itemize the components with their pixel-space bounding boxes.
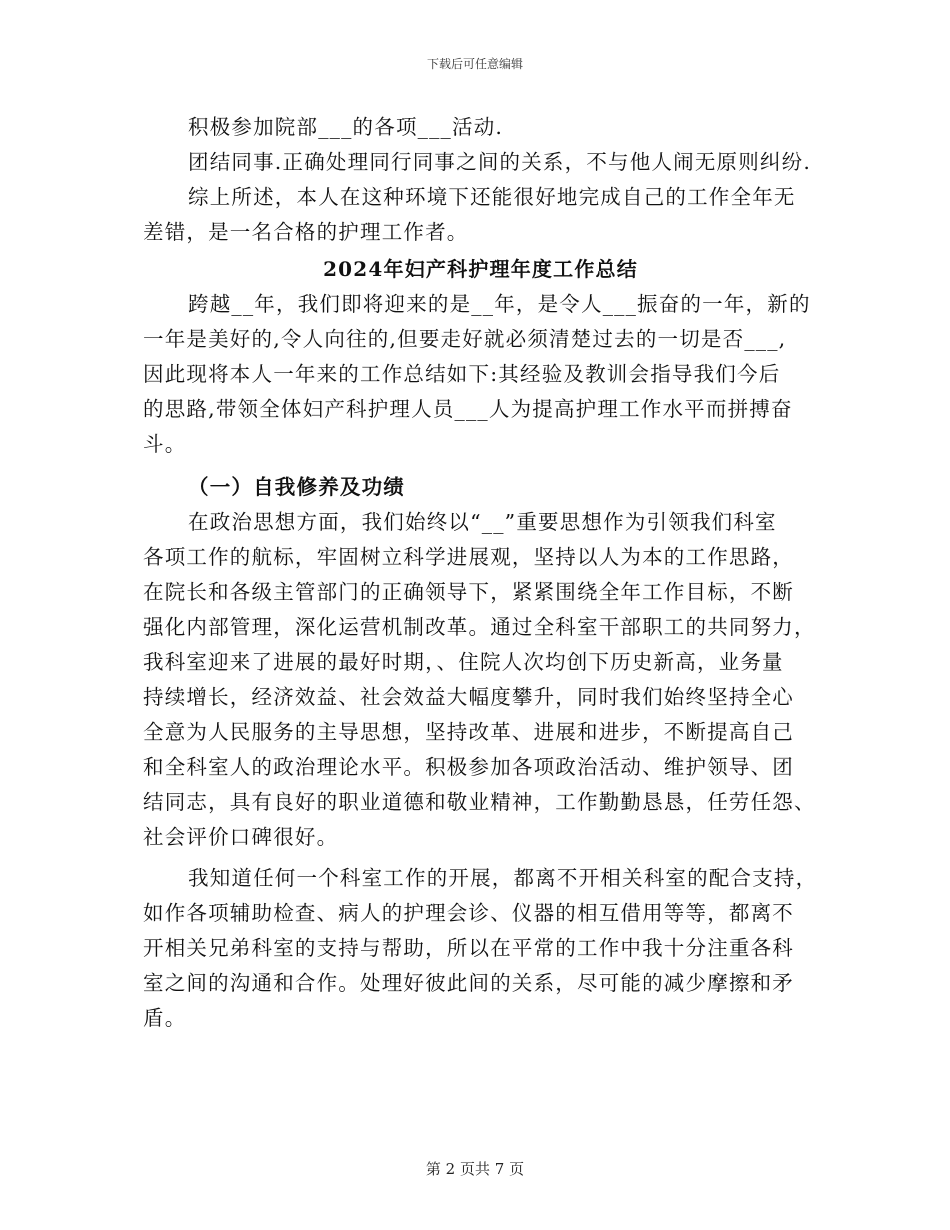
paragraph-line: 各项工作的航标，牢固树立科学进展观，坚持以人为本的工作思路， <box>143 545 794 569</box>
paragraph-line: 和全科室人的政治理论水平。积极参加各项政治活动、维护领导、团 <box>143 755 794 779</box>
paragraph-line: 综上所述，本人在这种环境下还能很好地完成自己的工作全年无 <box>188 185 796 209</box>
paragraph-line: 社会评价口碑很好。 <box>143 825 339 849</box>
paragraph-line: 我科室迎来了进展的最好时期，、住院人次均创下历史新高，业务量 <box>143 650 784 674</box>
paragraph-line: 全意为人民服务的主导思想，坚持改革、进展和进步，不断提高自己 <box>143 720 794 744</box>
section-title: 2024年妇产科护理年度工作总结 <box>323 257 638 281</box>
paragraph-line: 开相关兄弟科室的支持与帮助，所以在平常的工作中我十分注重各科 <box>143 936 794 960</box>
page-footer: 第 2 页共 7 页 <box>425 1160 525 1178</box>
paragraph-line: 团结同事.正确处理同行同事之间的关系，不与他人闹无原则纠纷. <box>188 150 812 174</box>
paragraph-line: 的思路,带领全体妇产科护理人员___人为提高护理工作水平而拼搏奋 <box>143 397 793 421</box>
paragraph-line: 结同志，具有良好的职业道德和敬业精神，工作勤勤恳恳，任劳任怨、 <box>143 790 816 814</box>
paragraph-line: 差错，是一名合格的护理工作者。 <box>143 220 469 244</box>
paragraph-line: 因此现将本人一年来的工作总结如下:其经验及教训会指导我们今后 <box>143 362 781 386</box>
paragraph-line: 一年是美好的,令人向往的,但要走好就必须清楚过去的一切是否___, <box>143 327 787 351</box>
paragraph-line: 积极参加院部___的各项___活动. <box>188 115 504 139</box>
page-header: 下载后可任意编辑 <box>426 57 523 71</box>
paragraph-line: 在院长和各级主管部门的正确领导下，紧紧围绕全年工作目标，不断 <box>143 580 794 604</box>
paragraph-line: 在政治思想方面，我们始终以“__”重要思想作为引领我们科室 <box>188 510 777 534</box>
paragraph-line: 如作各项辅助检查、病人的护理会诊、仪器的相互借用等等，都离不 <box>143 901 794 925</box>
paragraph-line: 盾。 <box>143 1006 187 1030</box>
paragraph-line: 持续增长，经济效益、社会效益大幅度攀升，同时我们始终坚持全心 <box>143 685 794 709</box>
paragraph-line: 跨越__年，我们即将迎来的是__年，是令人___振奋的一年，新的 <box>188 292 811 316</box>
subsection-heading: （一）自我修养及功绩 <box>188 475 405 499</box>
paragraph-line: 室之间的沟通和合作。处理好彼此间的关系，尽可能的减少摩擦和矛 <box>143 971 794 995</box>
paragraph-line: 强化内部管理，深化运营机制改革。通过全科室干部职工的共同努力， <box>143 615 816 639</box>
paragraph-line: 我知道任何一个科室工作的开展，都离不开相关科室的配合支持， <box>188 866 818 890</box>
paragraph-line: 斗。 <box>143 432 187 456</box>
document-body <box>143 110 818 1036</box>
